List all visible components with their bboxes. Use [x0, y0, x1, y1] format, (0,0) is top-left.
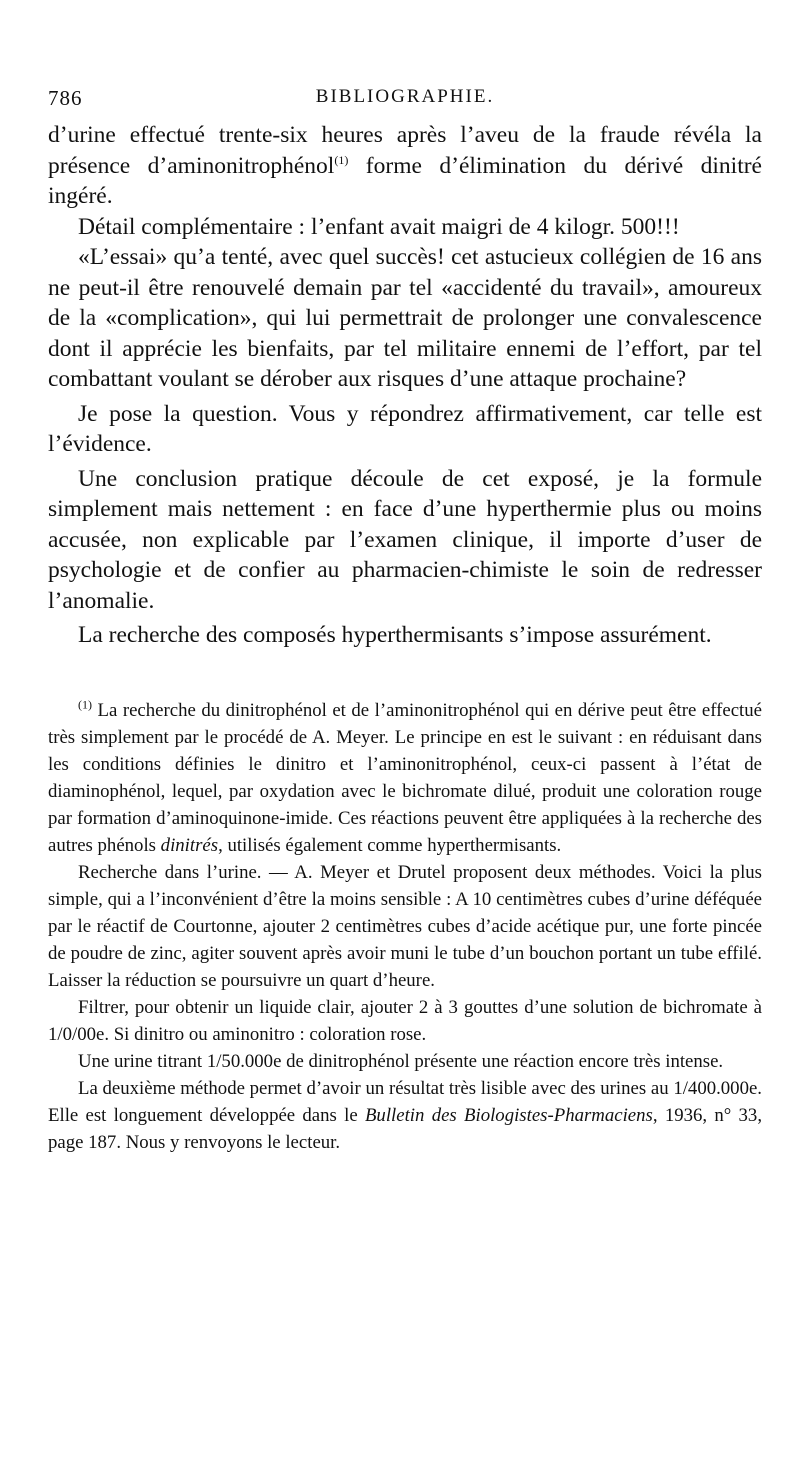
footnote-text: , 1936, n° 33, page 187. Nous y renvoyons le lecteur. — [48, 1104, 763, 1153]
paragraph — [48, 120, 762, 212]
footnote-paragraph — [48, 1075, 762, 1156]
paragraph: «L’essai» qu’a tenté, avec quel succès! cet astucieux collégien de 16 ans ne peut-il être renouvelé demain par tel «accidenté du travail», amoureux de la «complication», qui lui permettrait de prolonger une convalescence dont il apprécie les bienfaits, par tel militaire ennemi de l’effort, par tel combattant voulant se dérober aux risques d’une attaque prochaine? — [48, 244, 762, 392]
paragraph: Je pose la question. Vous y répondrez affirmativement, car telle est l’évidence. — [48, 400, 762, 457]
main-text — [48, 120, 762, 651]
page-header — [48, 80, 762, 112]
paragraph: Une conclusion pratique découle de cet exposé, je la formule simplement mais nettement : en face d’une hyperthermie plus ou moins accusée, non explicable par l’examen clinique, il importe d’user de psychologie et de confier au pharmacien-chimiste le soin de redresser l’anomalie. — [48, 465, 762, 614]
journal-title: Bulletin des Biologistes-Pharmaciens — [364, 1104, 653, 1126]
footnote-paragraph: Filtrer, pour obtenir un liquide clair, ajouter 2 à 3 gouttes d’une solution de bichromate à 1/0/00e. Si dinitro ou aminonitro : coloration rose. — [48, 996, 762, 1045]
footnote-reference: (1) — [334, 152, 349, 167]
book-page — [48, 80, 762, 1156]
footnotes — [48, 697, 762, 1156]
footnote-text: , utilisés également comme hyperthermisants. — [218, 834, 562, 856]
footnote — [48, 697, 762, 859]
footnote-text: La deuxième méthode permet d’avoir un résultat très lisible avec des urines au 1/400.000e. Elle est longuement développée dans le — [48, 1077, 762, 1126]
paragraph: La recherche des composés hyperthermisants s’impose assurément. — [78, 622, 712, 648]
paragraph-text: d’urine effectué trente-six heures après l’aveu de la fraude révéla la présence d’aminonitrophénol — [48, 122, 762, 179]
paragraph: Détail complémentaire : l’enfant avait maigri de 4 kilogr. 500!!! — [78, 213, 680, 240]
footnote-paragraph: Recherche dans l’urine. — A. Meyer et Drutel proposent deux méthodes. Voici la plus simple, qui a l’inconvénient d’être la moins sensible : A 10 centimètres cubes d’urine déféquée par le réactif de Courtonne, ajouter 2 centimètres cubes d’acide acétique pur, une forte pincée de poudre de zinc, agiter souvent après avoir muni le tube d’un bouchon portant un tube effilé. Laisser la réduction se poursuivre un quart d’heure. — [48, 861, 762, 991]
footnote-paragraph: Une urine titrant 1/50.000e de dinitrophénol présente une réaction encore très intense. — [78, 1050, 724, 1072]
page-number: 786 — [48, 86, 83, 110]
footnote-marker: (1) — [78, 697, 92, 712]
paragraph-text: forme d’élimination du dérivé dinitré ingéré. — [48, 152, 762, 209]
footnote-text: La recherche du dinitrophénol et de l’aminonitrophénol qui en dérive peut être effectué très simplement par le procédé de A. Meyer. Le principe en est le suivant : en réduisant dans les conditions définies le dinitro et l’aminonitrophénol, ceux-ci passent à l’état de diaminophénol, lequel, par oxydation avec le bichromate dilué, produit une coloration rouge par formation d’aminoquinone-imide. Ces réactions peuvent être appliquées à la recherche des autres phénols — [48, 699, 762, 856]
footnote-emphasis: dinitrés — [160, 834, 219, 856]
running-title: BIBLIOGRAPHIE. — [315, 86, 495, 107]
